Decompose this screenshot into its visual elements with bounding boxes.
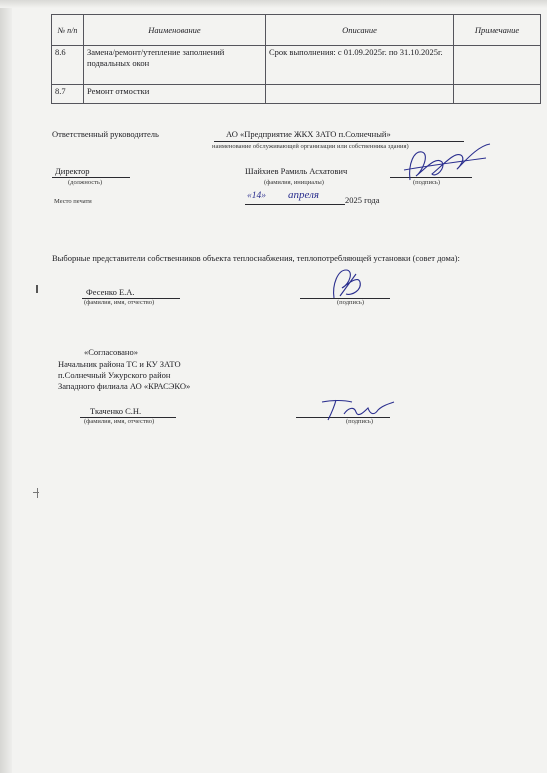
- director-name: Шайхиев Рамиль Асхатович: [245, 166, 348, 176]
- director-name-caption: (фамилия, инициалы): [264, 179, 324, 186]
- representative-signature-caption: (подпись): [337, 299, 364, 306]
- scan-edge-left: [0, 0, 12, 773]
- row-name: Замена/ремонт/утепление заполнений подвальных окон: [84, 46, 266, 85]
- table-header-row: [52, 15, 541, 46]
- position-caption: (должность): [68, 179, 103, 186]
- date-year: 2025 года: [345, 195, 380, 205]
- representative-signature: [326, 266, 366, 302]
- representative-name: Фесенко Е.А.: [86, 287, 135, 297]
- table-row: [52, 46, 541, 85]
- approval-line: п.Солнечный Ужурского район: [58, 370, 171, 380]
- date-line: [245, 204, 345, 205]
- representatives-heading: Выборные представители собственников объекта теплоснабжения, теплопотребляющей установки (совет дома):: [52, 253, 460, 263]
- row-description: Срок выполнения: с 01.09.2025г. по 31.10.2025г.: [266, 46, 454, 85]
- approval-signature-caption: (подпись): [346, 418, 373, 425]
- scan-mark: [33, 492, 39, 493]
- header-num: № п/п: [52, 15, 84, 46]
- row-num: 8.7: [52, 85, 84, 104]
- approval-name-caption: (фамилия, имя, отчество): [84, 418, 155, 425]
- scan-mark: [36, 285, 38, 293]
- works-table: [51, 14, 541, 104]
- row-num: 8.6: [52, 46, 84, 85]
- header-name: Наименование: [84, 15, 266, 46]
- stamp-place: Место печати: [54, 198, 92, 205]
- scan-mark: [37, 488, 38, 498]
- approval-title: «Согласовано»: [84, 347, 138, 357]
- approval-name: Ткаченко С.Н.: [90, 406, 142, 416]
- header-description: Описание: [266, 15, 454, 46]
- position-value: Директор: [55, 166, 90, 176]
- date-month: апреля: [288, 189, 320, 201]
- row-description: [266, 85, 454, 104]
- representative-name-caption: (фамилия, имя, отчество): [84, 299, 155, 306]
- director-signature: [396, 142, 496, 187]
- position-line: [52, 177, 130, 178]
- table-row: [52, 85, 541, 104]
- row-name: Ремонт отмостки: [84, 85, 266, 104]
- date-day: «14»: [247, 191, 266, 201]
- responsible-label: Ответственный руководитель: [52, 129, 159, 139]
- scan-edge-top: [0, 0, 547, 8]
- organization-caption: наименование обслуживающей организации или собственника здания): [212, 143, 409, 150]
- approval-line: Западного филиала АО «КРАСЭКО»: [58, 381, 191, 391]
- header-note: Примечание: [454, 15, 541, 46]
- approval-signature: [318, 396, 396, 422]
- row-note: [454, 46, 541, 85]
- director-signature-caption: (подпись): [413, 179, 440, 186]
- approval-line: Начальник района ТС и КУ ЗАТО: [58, 359, 181, 369]
- row-note: [454, 85, 541, 104]
- organization-name: АО «Предприятие ЖКХ ЗАТО п.Солнечный»: [226, 129, 391, 139]
